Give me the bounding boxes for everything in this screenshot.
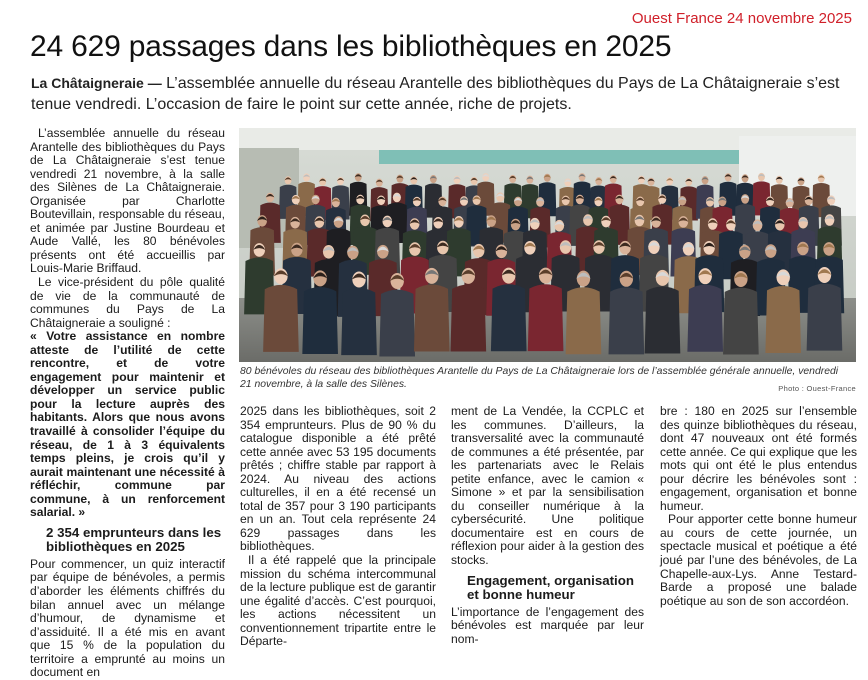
col1-paragraph-3: Pour commencer, un quiz interactif par équipe de bénévoles, a permis d’aborder les éléments chiffrés du bilan annuel avec un mélange d’humour, de dynamisme et d’assiduité. Il a été mis en avant que 15 % de la population du territoire a emprunté au moins un document en	[30, 556, 225, 680]
col3-paragraph-1: ment de La Vendée, la CCPLC et les communes. D’ailleurs, la transversalité avec la communauté de communes a été présentée, par les partenariats avec le Relais petite enfance, avec le camion « Simone » et par la sensibilisation du conseiller numérique à la cybersécurité. Une politique documentaire est en cours de réflexion pour aider à la gestion des stocks.	[451, 404, 644, 568]
headline: 24 629 passages dans les bibliothèques en 2025	[30, 30, 672, 63]
lead-place: La Châtaigneraie —	[31, 75, 162, 91]
article-column-4	[660, 405, 857, 608]
subheading-emprunteurs: 2 354 emprunteurs dans les bibliothèques en 2025	[46, 524, 222, 554]
article-column-3	[451, 405, 644, 646]
col1-paragraph-1: L’assemblée annuelle du réseau Arantelle des bibliothèques du Pays de La Châtaigneraie s’est tenue vendredi 21 novembre, à la salle des Silènes de La Châtaigneraie. Organisée par Charlotte Boutevillain, responsable du réseau, et animée par Justine Bourdeau et Aude Vallé, les 80 bénévoles présents ont été accueillis par Louis-Marie Briffaud.	[30, 126, 225, 276]
lead-text: L’assemblée annuelle du réseau Arantelle des bibliothèques du Pays de La Châtaigneraie s’est tenue vendredi. L’occasion de faire le point sur cette année, riche de projets.	[31, 75, 840, 113]
vice-president-quote: « Votre assistance en nombre atteste de l’utilité de cette rencontre, et de votre engagement pour maintenir et développer un service public pour la lecture auprès des habitants. Alors que nous avons travaillé à consolider l’équipe du réseau, de 1 à 3 équivalents temps pleins, je crois qu’il y aurait maintenant une nécessité à réfléchir, commune par commune, à un renforcement salarial. »	[30, 329, 225, 520]
subheading-engagement: Engagement, organisation et bonne humeur	[467, 572, 634, 602]
col4-paragraph-1: bre : 180 en 2025 sur l’ensemble des quinze bibliothèques du réseau, dont 47 nouveaux ont été formés cette année. Ce qui explique que les mots qui ont été le plus entendus pour décrire les bénévoles sont : engagement, organisation et bonne humeur.	[660, 404, 857, 513]
photo-caption: 80 bénévoles du réseau des bibliothèques Arantelle du Pays de La Châtaigneraie lors de l’assemblée générale annuelle, vendredi 21 novembre, à la salle des Silènes.	[240, 366, 839, 390]
col3-paragraph-2: L’importance de l’engagement des bénévoles est marquée par leur nom-	[451, 604, 644, 646]
lead-paragraph	[31, 73, 846, 115]
col2-paragraph-2: Il a été rappelé que la principale mission du schéma intercommunal de la lecture publique est de garantir une égalité d’accès. C’est pourquoi, les actions nécessitent un conventionnement tripartite entre le Départe-	[240, 553, 436, 649]
group-photo-volunteers	[239, 128, 856, 362]
article-column-2	[240, 405, 436, 649]
col1-paragraph-2: Le vice-président du pôle qualité de vie de la communauté de communes du Pays de La Châtaigneraie a souligné :	[30, 275, 225, 330]
photo-credit: Photo : Ouest-France	[778, 384, 856, 393]
article-photo	[239, 128, 856, 362]
col4-paragraph-2: Pour apporter cette bonne humeur au cours de cette journée, un spectacle musical et poétique a été joué par l’une des bénévoles, de La Chapelle-aux-Lys. Anne Testard-Barde a proposé une balade poétique au son de son accordéon.	[660, 512, 857, 608]
article-column-1	[30, 127, 225, 680]
col2-paragraph-1: 2025 dans les bibliothèques, soit 2 354 emprunteurs. Plus de 90 % du catalogue disponible a été prêté cette année avec 53 195 documents prêtés ; chiffre stable par rapport à 2024. Au niveau des actions culturelles, il en a été recensé un total de 357 pour 3 190 participants en un an. Tout cela représente 24 629 passages dans les bibliothèques.	[240, 404, 436, 554]
newspaper-source: Ouest France 24 novembre 2025	[631, 10, 852, 27]
